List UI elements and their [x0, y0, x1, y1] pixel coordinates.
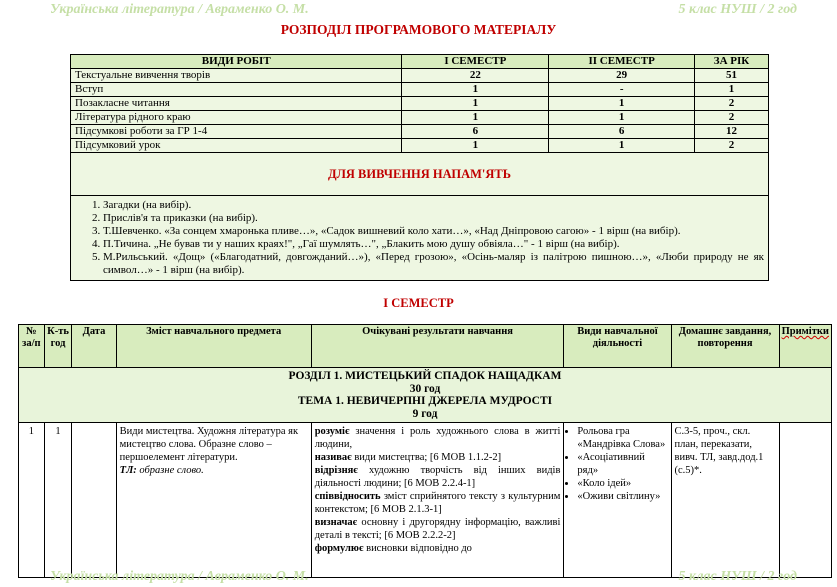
section-cell	[19, 368, 832, 423]
semester-2-cell: -	[549, 83, 695, 97]
result-item	[315, 516, 561, 542]
activity-item: • «Асоціативний ряд»	[577, 451, 667, 477]
result-text: зміст сприйнятого тексту з культурним контекстом; [6 МОВ 2.1.3-1]	[314, 491, 561, 515]
col-header-year: ЗА РІК	[695, 55, 769, 69]
year-cell: 2	[695, 139, 769, 153]
semester-2-cell: 29	[549, 69, 695, 83]
distribution-table	[70, 54, 769, 281]
lesson-plan-table	[18, 324, 832, 578]
result-verb: називає	[314, 452, 352, 463]
section-row	[19, 368, 832, 423]
col-header-content: Зміст навчального предмета	[116, 325, 311, 368]
section-hours: 30 год	[409, 382, 441, 395]
distribution-row	[71, 83, 769, 97]
year-cell: 2	[695, 111, 769, 125]
col-header-semester-2: ІІ СЕМЕСТР	[549, 55, 695, 69]
distribution-row	[71, 111, 769, 125]
semester-2-cell: 1	[549, 97, 695, 111]
result-item	[315, 464, 561, 490]
memorize-heading: ДЛЯ ВИВЧЕННЯ НАПАМ'ЯТЬ	[71, 153, 769, 196]
distribution-row	[71, 69, 769, 83]
semester-1-cell: 22	[402, 69, 549, 83]
result-verb: визначає	[314, 517, 358, 528]
year-cell: 2	[695, 97, 769, 111]
theme-hours: 9 год	[412, 407, 438, 420]
result-verb: відрізняє	[314, 465, 358, 476]
plan-header-row	[19, 325, 832, 368]
memorize-item: 5. М.Рильський. «Дощ» («Благодатний, довгожданий…»), «Перед грозою», «Осінь-маляр із палітрою пишною…», «Люби природу не як символ…» - 1 вірш (на вибір).	[103, 251, 764, 277]
result-item	[315, 542, 561, 555]
semester-2-cell: 1	[549, 111, 695, 125]
work-type-cell: Підсумковий урок	[71, 139, 402, 153]
lesson-content-text: Види мистецтва. Художня література як мистецтво слова. Образне слово – першоелемент літератури.	[119, 426, 299, 463]
year-cell: 12	[695, 125, 769, 139]
lesson-row	[19, 423, 832, 578]
memorize-list	[75, 199, 764, 277]
lesson-homework: С.3-5, прoч., скл. план, переказати, вивч. ТЛ, завд.дод.1 (с.5)*.	[671, 423, 779, 578]
memorize-item: 3. Т.Шевченко. «За сонцем хмаронька пливе…», «Садок вишневий коло хати…», «Над Дніпровою сагою» - 1 вірш (на вибір).	[103, 225, 764, 238]
term-text: образне слово.	[139, 465, 204, 476]
col-header-semester-1: І СЕМЕСТР	[402, 55, 549, 69]
col-header-hours: К-ть год	[44, 325, 72, 368]
semester-2-cell: 1	[549, 139, 695, 153]
col-header-results: Очікувані результати навчання	[311, 325, 564, 368]
semester-2-cell: 6	[549, 125, 695, 139]
memorize-item: 2. Прислів'я та приказки (на вибір).	[103, 212, 764, 225]
result-verb: формулює	[314, 543, 364, 554]
result-item	[315, 451, 561, 464]
footer-right: 5 клас НУШ / 2 год	[678, 569, 797, 584]
col-header-notes: Примітки	[779, 325, 831, 368]
work-type-cell: Вступ	[71, 83, 402, 97]
term-label: ТЛ:	[119, 465, 137, 476]
result-text: види мистецтва; [6 МОВ 1.1.2-2]	[354, 452, 502, 463]
result-text: художню творчість від інших видів діяльності людини; [6 МОВ 2.2.4-1]	[314, 465, 561, 489]
result-text: значення і роль художнього слова в житті людини,	[314, 426, 561, 450]
col-header-num: № за/п	[19, 325, 45, 368]
page-header	[0, 0, 837, 20]
lesson-date[interactable]	[72, 423, 116, 578]
theme-title: ТЕМА 1. НЕВИЧЕРПНІ ДЖЕРЕЛА МУДРОСТІ	[297, 395, 553, 407]
semester-1-cell: 1	[402, 97, 549, 111]
memorize-cell	[71, 196, 769, 281]
col-header-activity: Види навчальної діяльності	[564, 325, 671, 368]
result-item	[315, 490, 561, 516]
activity-list	[567, 425, 667, 503]
semester-1-cell: 1	[402, 111, 549, 125]
work-type-cell: Підсумкові роботи за ГР 1-4	[71, 125, 402, 139]
distribution-row	[71, 125, 769, 139]
semester-1-cell: 1	[402, 139, 549, 153]
work-type-cell: Позакласне читання	[71, 97, 402, 111]
results-list	[315, 425, 561, 555]
memorize-item: 4. П.Тичина. „Не бував ти у наших краях!", „Гаї шумлять…", „Блакить мою душу обвіяла…" - 1 вірш (на вибір).	[103, 238, 764, 251]
distribution-body	[71, 69, 769, 153]
activity-item: • Рольова гра «Мандрівка Слова»	[577, 425, 667, 451]
memorize-list-row	[71, 196, 769, 281]
distribution-header-row	[71, 55, 769, 69]
work-type-cell: Література рідного краю	[71, 111, 402, 125]
lesson-content	[116, 423, 311, 578]
year-cell: 1	[695, 83, 769, 97]
distribution-row	[71, 139, 769, 153]
semester-title: І СЕМЕСТР	[383, 296, 454, 310]
section-title: РОЗДІЛ 1. МИСТЕЦЬКИЙ СПАДОК НАЩАДКАМ	[288, 370, 562, 382]
result-text: основну і другорядну інформацію, важливі деталі в тексті; [6 МОВ 2.2.2-2]	[314, 517, 561, 541]
header-left: Українська література / Авраменко О. М.	[50, 2, 309, 17]
year-cell: 51	[695, 69, 769, 83]
result-verb: співвідносить	[314, 491, 381, 502]
lesson-notes[interactable]	[779, 423, 831, 578]
activity-item: • «Коло ідей»	[577, 477, 667, 490]
lesson-num: 1	[19, 423, 45, 578]
col-header-work-types: ВИДИ РОБІТ	[71, 55, 402, 69]
memorize-item: 1. Загадки (на вибір).	[103, 199, 764, 212]
semester-1-cell: 6	[402, 125, 549, 139]
col-header-homework: Домашнє завдання, повторення	[671, 325, 779, 368]
work-type-cell: Текстуальне вивчення творів	[71, 69, 402, 83]
result-text: висновки відповідно до	[366, 543, 472, 554]
semester-1-cell: 1	[402, 83, 549, 97]
lesson-activities	[564, 423, 671, 578]
lesson-term	[120, 464, 308, 477]
header-right: 5 клас НУШ / 2 год	[678, 2, 797, 17]
page-footer	[0, 567, 837, 587]
lesson-hours: 1	[44, 423, 72, 578]
col-header-date: Дата	[72, 325, 116, 368]
result-verb: розуміє	[314, 426, 350, 437]
result-item	[315, 425, 561, 451]
distribution-row	[71, 97, 769, 111]
memorize-heading-row	[71, 153, 769, 196]
activity-item: • «Оживи світлину»	[577, 490, 667, 503]
lesson-results	[311, 423, 564, 578]
page-title: РОЗПОДІЛ ПРОГРАМОВОГО МАТЕРІАЛУ	[280, 22, 557, 37]
footer-left: Українська література / Авраменко О. М.	[50, 569, 309, 584]
